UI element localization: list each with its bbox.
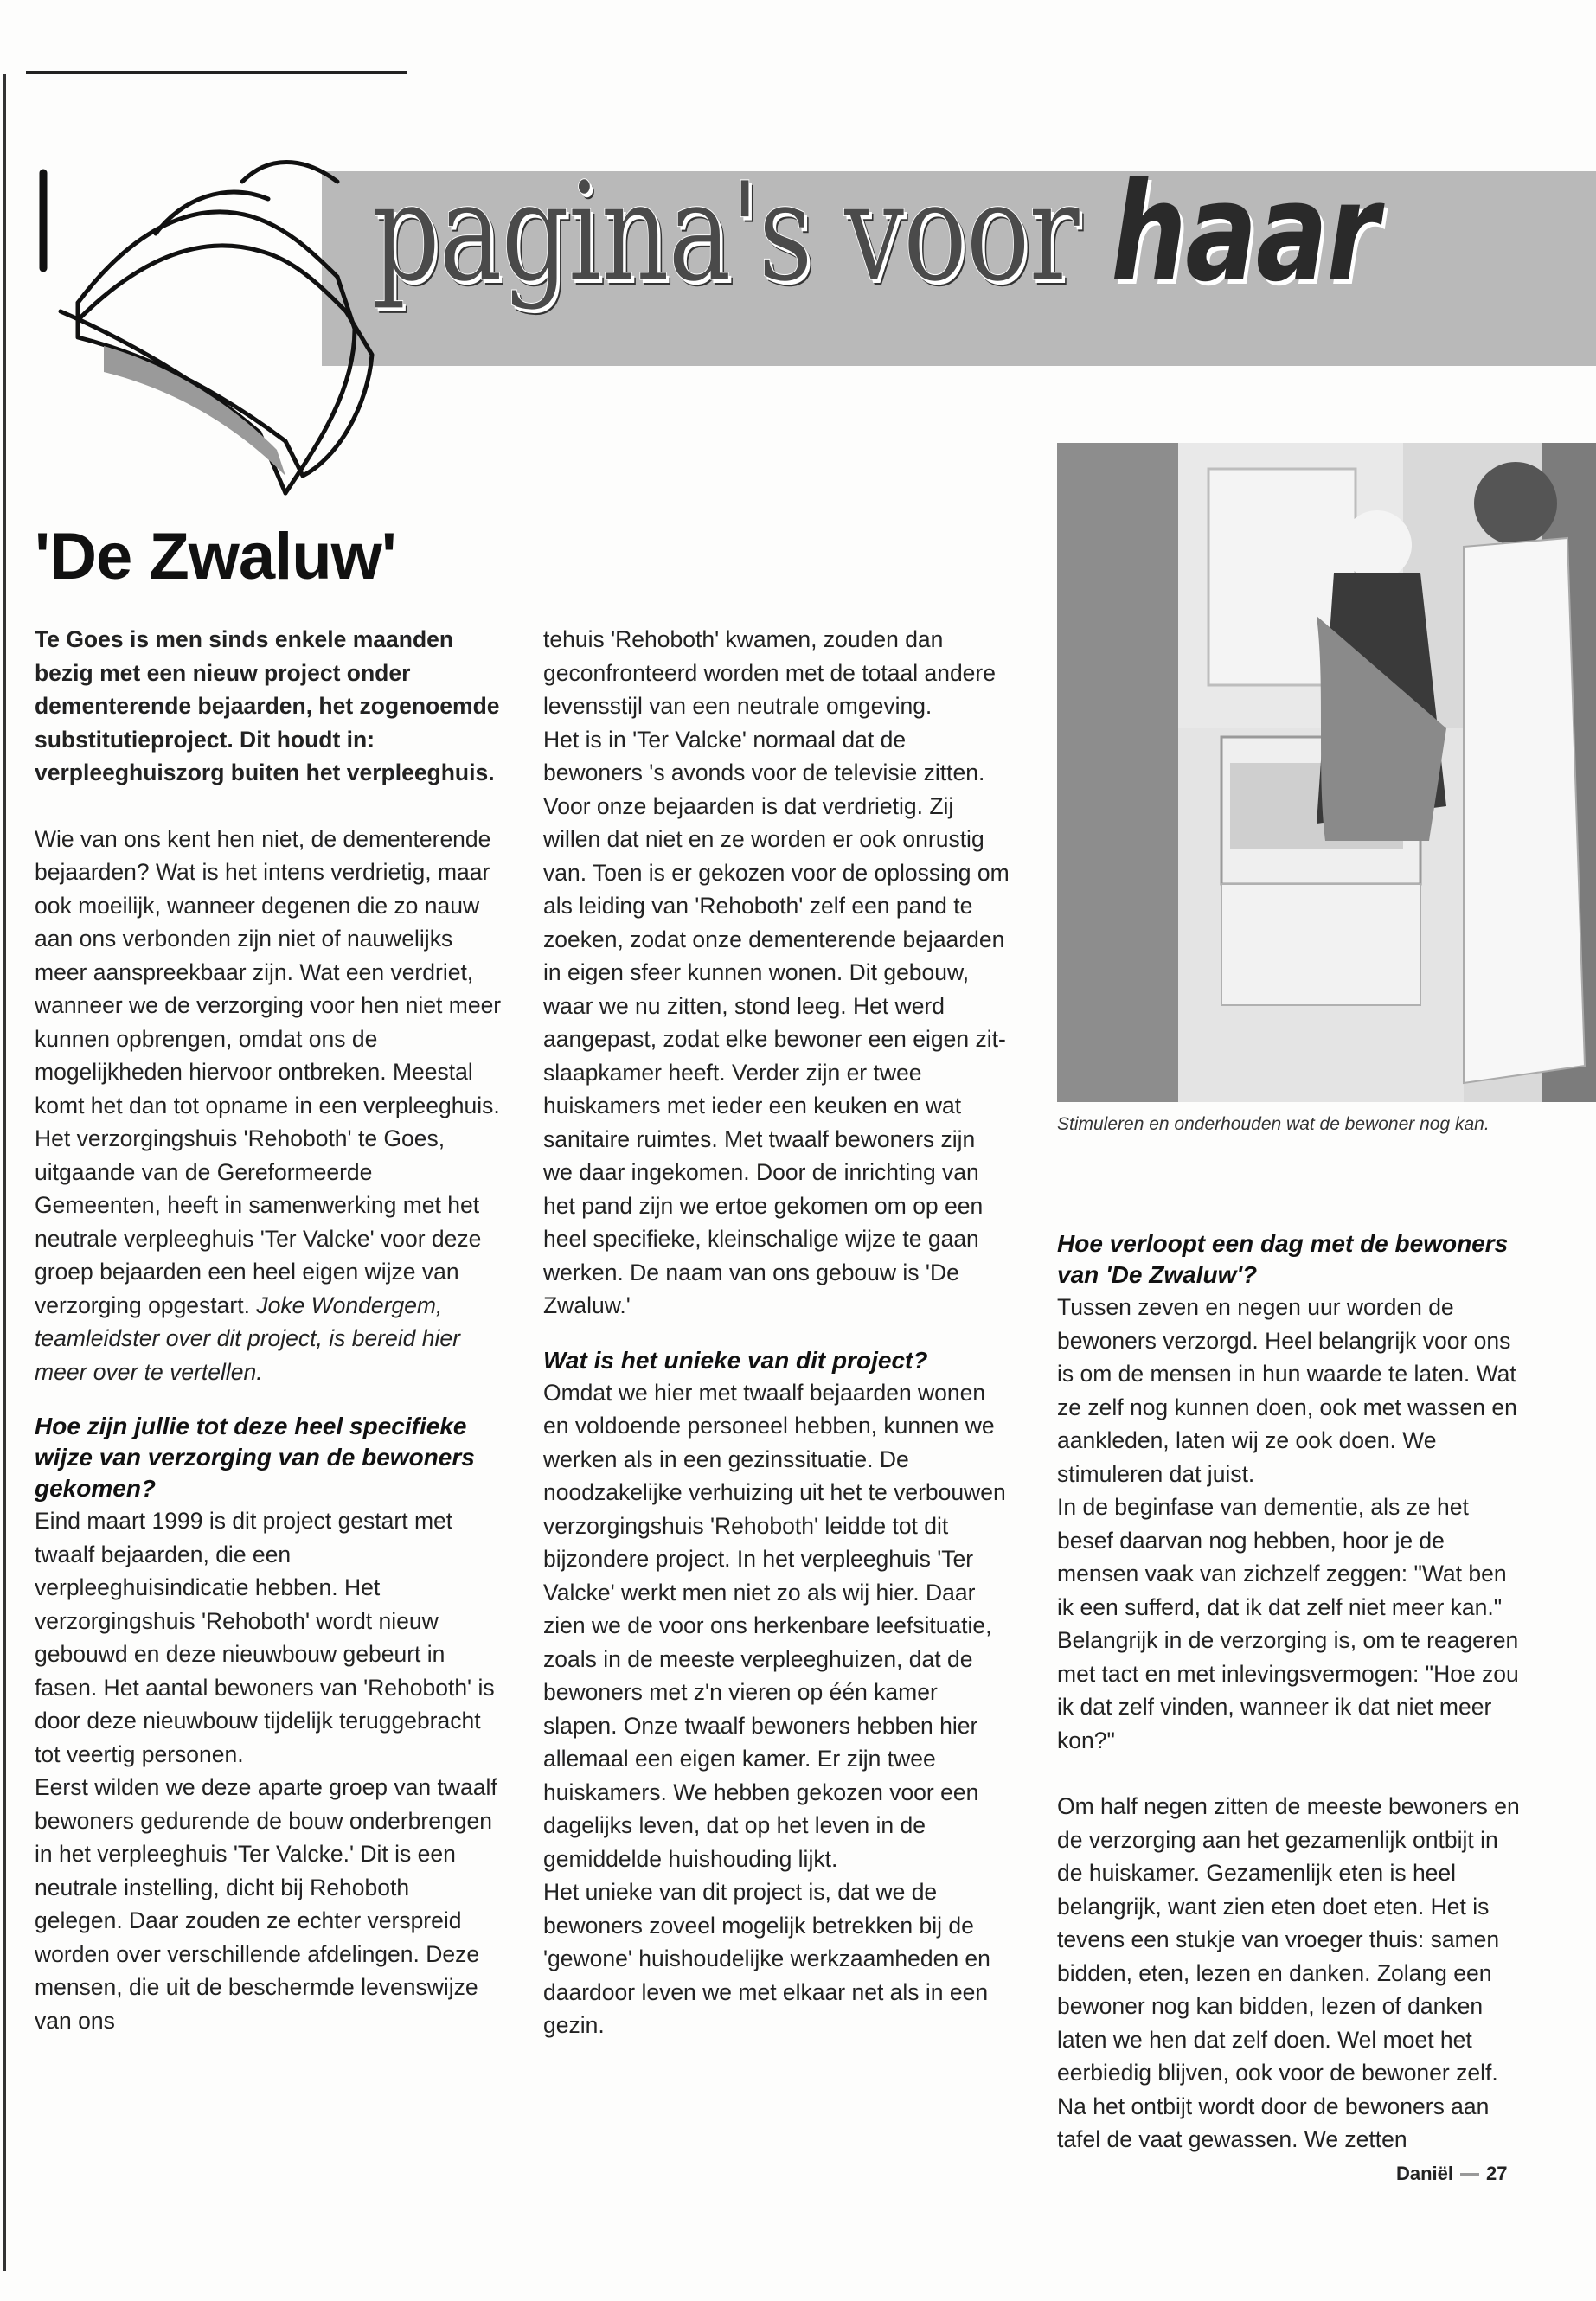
page-margin-line — [3, 74, 6, 2271]
paragraph-gap — [1057, 1757, 1524, 1790]
paragraph: Tussen zeven en negen uur worden de bewoners verzorgd. Heel belangrijk voor ons is om de mensen in hun waarde te laten. Wat ze zelf nog kunnen doen, ook met wassen en aankleden, laten wij ze ook doen. We stimuleren dat juist. — [1057, 1294, 1517, 1487]
kitchen-photo — [1057, 443, 1596, 1102]
paragraph: Eerst wilden we deze aparte groep van twaalf bewoners gedurende de bouw onderbrengen in het verpleeghuis 'Ter Valcke.' Dit is een neutrale instelling, dicht bij Rehoboth gelegen. Daar zouden ze echter verspreid worden over verschillende afdelingen. Deze mensen, die uit de beschermde levenswijze van ons — [35, 1774, 497, 2034]
section-heading: Hoe zijn jullie tot deze heel specifieke wijze van verzorging van de bewoners gekomen? — [35, 1413, 475, 1502]
author-credit: Joke Wondergem, teamleidster over dit project, is bereid hier meer over te vertellen. — [35, 1292, 460, 1385]
photo-caption: Stimuleren en onderhouden wat de bewoner nog kan. — [1057, 1114, 1490, 1134]
article-column-3 — [1057, 1228, 1524, 2157]
banner-title-bold: haar — [1111, 153, 1378, 312]
article-column-2 — [543, 623, 1010, 2042]
section-heading: Hoe verloopt een dag met de bewoners van 'De Zwaluw'? — [1057, 1230, 1509, 1288]
magazine-name: Daniël — [1396, 2163, 1454, 2184]
article-intro: Te Goes is men sinds enkele maanden bezig met een nieuw project onder dementerende bejaarden, het zogenoemde substitutieproject. Dit houdt in: verpleeghuiszorg buiten het verpleeghuis. — [35, 626, 500, 785]
paragraph: Het is in 'Ter Valcke' normaal dat de bewoners 's avonds voor de televisie zitten. Voor onze bejaarden is dat verdrietig. Zij willen dat niet en ze worden er ook onrustig van. Toen is er gekozen voor de oplossing om als leiding van 'Rehoboth' zelf een pand te zoeken, zodat onze dementerende bejaarden in eigen sfeer kunnen wonen. Dit gebouw, waar we nu zitten, stond leeg. Het werd aangepast, zodat elke bewoner een eigen zit-slaapkamer heeft. Verder zijn er twee huiskamers met ieder een keuken en wat sanitaire ruimtes. Met twaalf bewoners zijn we daar ingekomen. Door de inrichting van het pand zijn we ertoe gekomen om op een heel specifieke, kleinschalige wijze te gaan werken. De naam van ons gebouw is 'De Zwaluw.' — [543, 726, 1010, 1318]
footer-separator — [1460, 2173, 1479, 2176]
paragraph: tehuis 'Rehoboth' kwamen, zouden dan geconfronteerd worden met de totaal andere levensstijl van een neutrale omgeving. — [543, 626, 996, 719]
paragraph: Om half negen zitten de meeste bewoners en de verzorging aan het gezamenlijk ontbijt in de huiskamer. Gezamenlijk eten is heel belangrijk, want zien eten doet eten. Het is tevens een stukje van vroeger thuis: samen bidden, eten, lezen en danken. Zolang een bewoner nog kan bidden, lezen of danken laten we hen dat zelf doen. Wel moet het eerbiedig blijven, ook voor de bewoner zelf. — [1057, 1793, 1520, 2086]
paragraph-text: Wie van ons kent hen niet, de dementerende bejaarden? Wat is het intens verdrietig, maar ook moeilijk, wanneer degenen die zo nauw aan ons verbonden zijn niet of nauwelijks meer aanspreekbaar zijn. Wat een verdriet, wanneer we de verzorging voor hen niet meer kunnen opbrengen, omdat ons de mogelijkheden hiervoor ontbreken. Meestal komt het dan tot opname in een verpleeghuis. Het verzorgingshuis 'Rehoboth' te Goes, uitgaande van de Gereformeerde Gemeenten, heeft in samenwerking met het neutrale verpleeghuis 'Ter Valcke' voor deze groep bejaarden een heel eigen wijze van verzorging opgestart. — [35, 825, 502, 1318]
open-book-icon — [26, 130, 398, 510]
paragraph: Het unieke van dit project is, dat we de bewoners zoveel mogelijk betrekken bij de 'gewone' huishoudelijke werkzaamheden en daardoor leven we met elkaar net als in een gezin. — [543, 1879, 990, 2038]
header-rule — [26, 71, 407, 74]
paragraph: Na het ontbijt wordt door de bewoners aan tafel de vaat gewassen. We zetten — [1057, 2093, 1490, 2152]
paragraph: In de beginfase van dementie, als ze het besef daarvan nog hebben, hoor je de mensen vaak van zichzelf zeggen: "Wat ben ik een sufferd, dat ik dat zelf niet meer kan." Belangrijk in de verzorging is, om te reageren met tact en met inlevingsvermogen: "Hoe zou ik dat zelf vinden, wanneer ik dat niet meer kon?" — [1057, 1494, 1519, 1753]
paragraph: Omdat we hier met twaalf bejaarden wonen en voldoende personeel hebben, kunnen we werken als in een gezinssituatie. De noodzakelijke verhuizing uit het te verbouwen verzorgingshuis 'Rehoboth' leidde tot dit bijzondere project. In het verpleeghuis 'Ter Valcke' werkt men niet zo als wij hier. Daar zien we de voor ons herkenbare leefsituatie, zoals in de meeste verpleeghuizen, dat de bewoners met z'n vieren op één kamer slapen. Onze twaalf bewoners hebben hier allemaal een eigen kamer. Er zijn twee huiskamers. We hebben gekozen voor een dagelijks leven, dat op het leven in de gemiddelde huishouding lijkt. — [543, 1379, 1006, 1872]
paragraph — [35, 823, 502, 1389]
photo-illustration — [1057, 443, 1596, 1102]
page-number: 27 — [1486, 2163, 1508, 2184]
page-footer — [1396, 2163, 1508, 2185]
banner-title-light: pagina's voor — [372, 153, 1079, 312]
section-banner-title — [372, 153, 1378, 381]
article-title: 'De Zwaluw' — [35, 520, 396, 593]
article-column-1 — [35, 623, 502, 2037]
section-heading: Wat is het unieke van dit project? — [543, 1346, 928, 1374]
paragraph: Eind maart 1999 is dit project gestart met twaalf bejaarden, die een verpleeghuisindicatie hebben. Het verzorgingshuis 'Rehoboth' wordt nieuw gebouwd en deze nieuwbouw gebeurt in fasen. Het aantal bewoners van 'Rehoboth' is door deze nieuwbouw tijdelijk teruggebracht tot veertig personen. — [35, 1508, 495, 1767]
